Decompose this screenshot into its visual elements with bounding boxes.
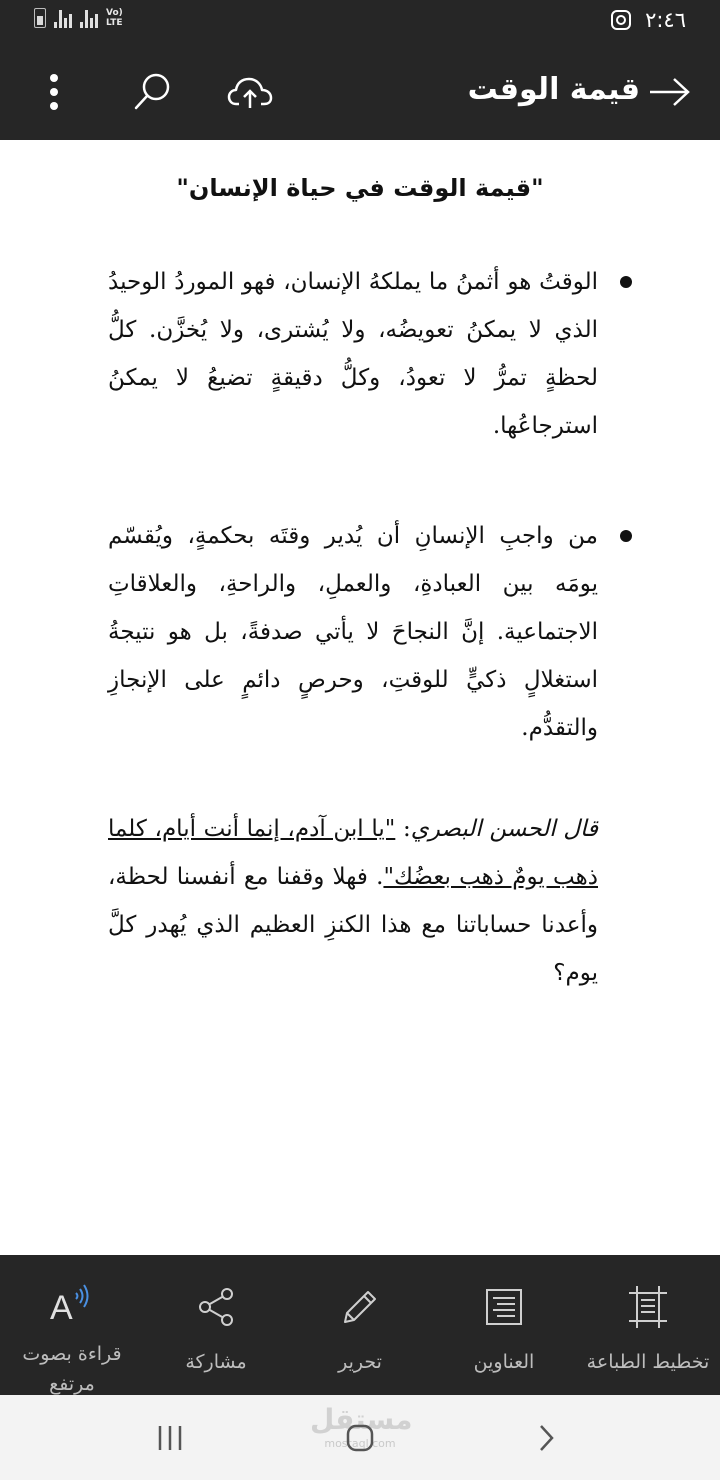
network-label: Vo) LTE: [106, 8, 123, 28]
more-options-button[interactable]: [24, 62, 84, 122]
forward-button[interactable]: [640, 62, 700, 122]
print-layout-icon: [626, 1285, 670, 1329]
bullet-icon: [620, 276, 632, 288]
headings-label: العناوين: [473, 1351, 535, 1373]
print-layout-label: تخطيط الطباعة: [586, 1351, 710, 1373]
quote-colon: :: [395, 816, 411, 842]
edit-button[interactable]: [288, 1255, 432, 1395]
cloud-upload-icon: [227, 72, 273, 112]
share-label: مشاركة: [185, 1351, 247, 1373]
read-aloud-icon: [46, 1281, 98, 1325]
upload-button[interactable]: [220, 62, 280, 122]
home-icon: [345, 1423, 375, 1453]
bullet-icon: [620, 530, 632, 542]
read-aloud-button[interactable]: [0, 1255, 144, 1395]
home-button[interactable]: [330, 1415, 390, 1461]
headings-icon: [484, 1287, 524, 1327]
search-icon: [130, 70, 174, 114]
status-left: [34, 8, 130, 28]
quote-rest: . فهلا وقفنا مع أنفسنا لحظة، وأعدنا حساباتنا مع هذا الكنزِ العظيم الذي يُهدر كلَّ يوم؟: [108, 864, 598, 986]
recent-apps-button[interactable]: [140, 1415, 200, 1461]
document-heading: "قيمة الوقت في حياة الإنسان": [176, 174, 544, 202]
search-button[interactable]: [122, 62, 182, 122]
status-time: ٢:٤٦: [645, 8, 686, 32]
share-button[interactable]: [144, 1255, 288, 1395]
back-button[interactable]: [516, 1415, 576, 1461]
quote-paragraph: [108, 805, 598, 997]
document-title: قيمة الوقت: [467, 72, 640, 107]
battery-icon: [34, 8, 46, 28]
edit-pencil-icon: [339, 1286, 381, 1328]
watermark-url: mostaql.com: [324, 1437, 396, 1450]
signal-icon-2: [80, 8, 98, 28]
forward-arrow-icon: [648, 76, 692, 108]
recent-apps-icon: [155, 1424, 185, 1452]
edit-label: تحرير: [338, 1351, 382, 1373]
paragraph-2-text: من واجبِ الإنسانِ أن يُدير وقتَه بحكمةٍ، ويُقسّم يومَه بين العبادةِ، والعملِ، والراحةِ، والعلاقاتِ الاجتماعية. إنَّ النجاحَ لا يأتي صدفةً، بل هو نتيجةُ استغلالٍ ذكيٍّ للوقتِ، وحرصٍ دائمٍ على الإنجازِ والتقدُّم.: [108, 523, 598, 741]
document-body[interactable]: [0, 140, 720, 1255]
status-bar: [0, 0, 720, 44]
back-icon: [536, 1423, 556, 1453]
read-aloud-label: قراءة بصوت مرتفع: [22, 1343, 122, 1395]
quote-text: "يا ابن آدم، إنما أنت أيام، كلما ذهب يومٌ ذهب بعضُك": [108, 816, 598, 890]
more-vertical-icon: [44, 70, 64, 114]
paragraph-1-text: الوقتُ هو أثمنُ ما يملكهُ الإنسان، فهو الموردُ الوحيدُ الذي لا يمكنُ تعويضُه، ولا يُشترى، ولا يُخزَّن. كلُّ لحظةٍ تمرُّ لا تعودُ، وكلُّ دقيقةٍ تضيعُ لا يمكنُ استرجاعُها.: [108, 269, 598, 439]
headings-button[interactable]: [432, 1255, 576, 1395]
status-right: [611, 8, 686, 32]
svg-text:A: A: [50, 1289, 73, 1325]
signal-icon: [54, 8, 72, 28]
quote-speaker: قال الحسن البصري: [410, 816, 598, 842]
watermark-logo: مستقل: [310, 1403, 413, 1436]
system-nav-bar: [0, 1395, 720, 1480]
paragraph-1: [108, 258, 598, 450]
instagram-icon: [611, 10, 631, 30]
paragraph-2: [108, 512, 598, 752]
print-layout-button[interactable]: [576, 1255, 720, 1395]
share-icon: [196, 1286, 236, 1328]
app-toolbar: [0, 44, 720, 140]
action-bar: [0, 1255, 720, 1395]
